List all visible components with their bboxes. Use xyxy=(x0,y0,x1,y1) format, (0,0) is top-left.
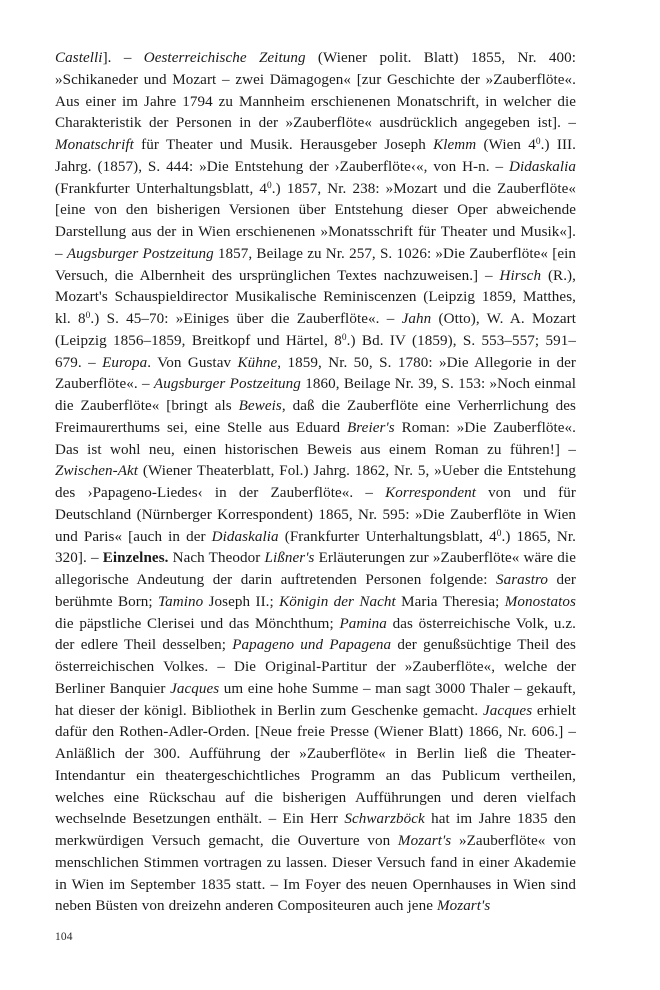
italic-run: Castelli xyxy=(55,50,103,66)
italic-run: Klemm xyxy=(433,137,477,153)
text-run: um eine hohe Summe – man sagt 3000 Thaler – gekauft, hat dieser der königl. Bibliothek in Berlin zum Geschenke gemacht. xyxy=(55,680,576,719)
italic-run: Monatschrift xyxy=(55,137,134,153)
text-run: (Frankfurter Unterhaltungsblatt, 4 xyxy=(55,180,268,197)
italic-run: Monostatos xyxy=(504,593,576,610)
superscript-degree: 0 xyxy=(535,137,541,148)
italic-run: Sarastro xyxy=(495,572,549,588)
text-run: Roman: »Die Zauberflöte«. Das ist wohl neu, einen historischen Beweis aus einem Roman zu führen!] – xyxy=(55,419,576,458)
text-run: »Zauberflöte« von menschlichen Stimmen vortragen zu lassen. Dieser Versuch fand in einer Akademie in Wien im September 1835 statt. – Im Foyer des neuen Opernhauses in Wien sind neben Büsten von dreizehn anderen Compositeuren auch jene xyxy=(55,833,576,915)
text-run: der genußsüchtige Theil des österreichischen Volkes. – Die Original-Partitur der »Zauberflöte«, welche der Berliner Banquier xyxy=(55,637,576,697)
italic-run: Kühne xyxy=(237,354,278,371)
page-number-folio: 104 xyxy=(55,931,73,943)
superscript-degree: 0 xyxy=(496,528,502,539)
italic-run: Jahn xyxy=(401,311,432,327)
italic-run: Tamino xyxy=(158,593,204,610)
text-run: .) Bd. IV (1859), S. 553–557; 591–679. – xyxy=(55,332,576,371)
italic-run: Oesterreichische Zeitung xyxy=(143,50,306,66)
text-run: .) S. 45–70: »Einiges über die Zauberflöte«. – xyxy=(90,311,402,327)
italic-run: Jacques xyxy=(483,702,533,719)
italic-run: Didaskalia xyxy=(211,528,279,545)
text-run: (Otto), W. A. Mozart (Leipzig 1856–1859, Breitkopf und Härtel, 8 xyxy=(55,311,577,349)
text-run: 1860, Beilage Nr. 39, S. 153: »Noch einmal die Zauberflöte« [bringt als xyxy=(55,376,576,414)
italic-run: Korrespondent xyxy=(385,485,477,501)
text-run: Joseph II.; xyxy=(203,593,280,610)
italic-run: Lißner's xyxy=(264,550,315,567)
text-run: (R.), Mozart's Schauspieldirector Musikalische Reminiscenzen (Leipzig 1859, Matthes, kl. 8 xyxy=(55,267,576,327)
text-run: , daß die Zauberflöte eine Verherrlichung des Freimaurerthums sei, eine Stelle aus Eduard xyxy=(55,398,576,436)
italic-run: Breier's xyxy=(346,419,395,436)
italic-run: Augsburger Postzeitung xyxy=(66,245,214,262)
italic-run: Mozart's xyxy=(436,898,491,915)
italic-run: Beweis xyxy=(238,398,282,414)
text-run: von und für Deutschland (Nürnberger Korrespondent) 1865, Nr. 595: »Die Zauberflöte in Wien und Paris« [auch in der xyxy=(55,485,576,545)
italic-run: Papageno und Papagena xyxy=(232,637,392,654)
text-run: ]. – xyxy=(102,50,144,66)
text-run: .) 1857, Nr. 238: »Mozart und die Zauberflöte« [eine von den bisherigen Versionen über Entstehung dieser Oper abweichende Darstellung aus der in Wien erschienenen »Monatsschrift für Theater und Musik«]. – xyxy=(55,180,576,262)
text-run: . Von Gustav xyxy=(147,354,238,371)
superscript-degree: 0 xyxy=(85,311,91,322)
text-run: hat im Jahre 1835 den merkwürdigen Versuch gemacht, die Ouverture von xyxy=(55,811,576,849)
text-run: .) 1865, Nr. 320]. – xyxy=(55,528,576,567)
text-run: Erläuterungen zur »Zauberflöte« wäre die allegorische Andeutung der darin auftretenden Personen folgende: xyxy=(55,550,576,588)
text-run: Nach Theodor xyxy=(168,550,265,567)
text-run: für Theater und Musik. Herausgeber Joseph xyxy=(133,137,434,153)
text-run: die päpstliche Clerisei und das Mönchthum; xyxy=(55,615,340,632)
text-run: 1857, Beilage zu Nr. 257, S. 1026: »Die Zauberflöte« [ein Versuch, die Albernheit des ursprünglichen Textes nachzuweisen.] – xyxy=(55,245,577,284)
text-run: (Wiener Theaterblatt, Fol.) Jahrg. 1862, Nr. 5, »Ueber die Entstehung des ›Papageno-Liedes‹ in der Zauberflöte«. – xyxy=(55,463,576,501)
italic-run: Europa xyxy=(102,354,148,371)
italic-run: Pamina xyxy=(339,615,387,632)
italic-run: Schwarzböck xyxy=(344,811,425,828)
text-run: Maria Theresia; xyxy=(395,593,505,610)
text-run: erhielt dafür den Rothen-Adler-Orden. [Neue freie Presse (Wiener Blatt) 1866, Nr. 606.] – Anläßlich der 300. Aufführung der »Zauberflöte« in Berlin ließ die Theater-Intendantur ein theatergeschichtliches Programm an das Publicum vertheilen, welches eine Rückschau auf die bisherigen Aufführungen und deren vielfach wechselnde Besetzungen enthält. – Ein Herr xyxy=(55,702,576,828)
bold-run: Einzelnes. xyxy=(102,550,169,567)
text-run: .) III. Jahrg. (1857), S. 444: »Die Entstehung der ›Zauberflöte‹«, von H-n. – xyxy=(55,137,576,175)
page-body-text xyxy=(55,48,576,918)
text-run: der berühmte Born; xyxy=(55,572,576,610)
superscript-degree: 0 xyxy=(341,332,347,343)
text-run: das österreichische Volk, u.z. der edlere Theil desselben; xyxy=(55,615,576,654)
italic-run: Augsburger Postzeitung xyxy=(153,376,301,393)
italic-run: Didaskalia xyxy=(509,158,576,175)
superscript-degree: 0 xyxy=(267,180,272,191)
text-run: , 1859, Nr. 50, S. 1780: »Die Allegorie in der Zauberflöte«. – xyxy=(55,354,576,393)
italic-run: Mozart's xyxy=(397,833,452,849)
text-run: (Wiener polit. Blatt) 1855, Nr. 400: »Schikaneder und Mozart – zwei Dämagogen« [zur Geschichte der »Zauberflöte«. Aus einer im Jahre 1794 zu Mannheim erschienenen Monatschrift, in welcher die Charakteristik der Personen in der »Zauberflöte« ausdrücklich angegeben ist]. – xyxy=(55,50,576,132)
text-run: (Frankfurter Unterhaltungsblatt, 4 xyxy=(278,528,497,545)
italic-run: Königin der Nacht xyxy=(279,593,396,610)
italic-run: Hirsch xyxy=(499,267,542,284)
body-paragraph xyxy=(55,48,576,918)
text-run: (Wien 4 xyxy=(476,137,536,153)
italic-run: Zwischen-Akt xyxy=(55,463,139,480)
italic-run: Jacques xyxy=(170,680,220,697)
